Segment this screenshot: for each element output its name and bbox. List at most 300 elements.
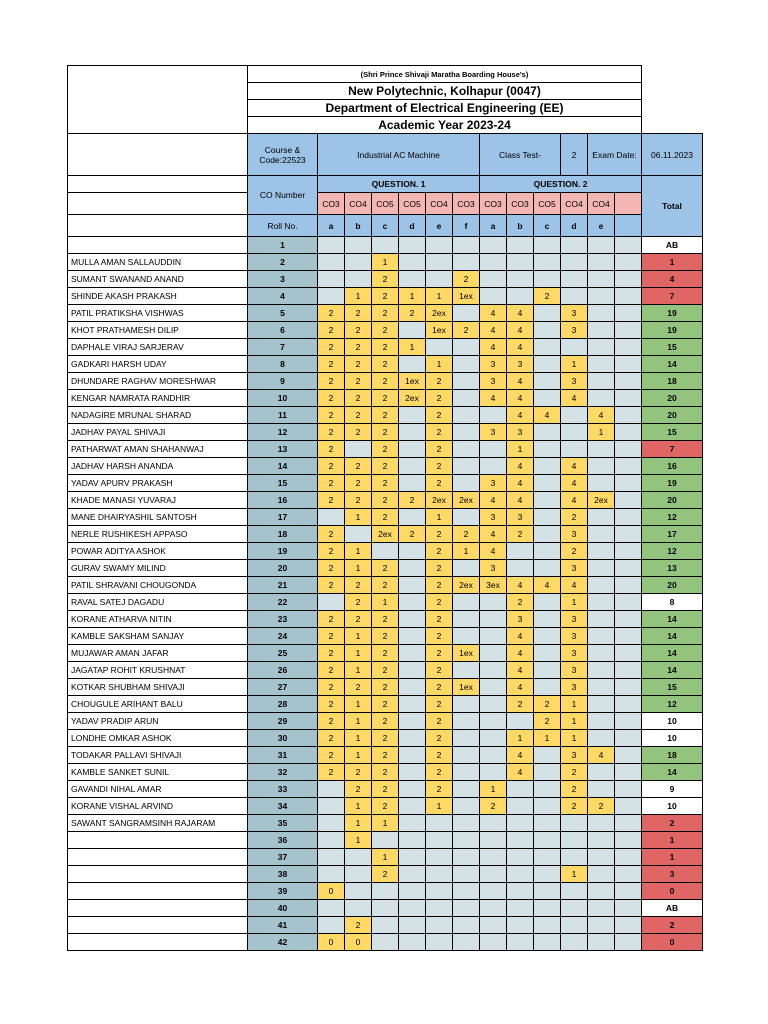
total-cell: 0	[642, 883, 703, 900]
mark-cell: 2	[426, 458, 453, 475]
total-cell: 2	[642, 917, 703, 934]
student-row	[68, 254, 703, 271]
student-row	[68, 662, 703, 679]
mark-cell: 4	[507, 390, 534, 407]
mark-cell: 1	[480, 781, 507, 798]
mark-cell	[615, 730, 642, 747]
mark-cell	[318, 288, 345, 305]
total-cell: 16	[642, 458, 703, 475]
mark-cell	[399, 271, 426, 288]
mark-cell	[507, 832, 534, 849]
mark-cell	[399, 730, 426, 747]
mark-cell	[507, 917, 534, 934]
mark-cell	[453, 815, 480, 832]
student-row	[68, 271, 703, 288]
roll-number: 12	[248, 424, 318, 441]
student-name: PATIL SHRAVANI CHOUGONDA	[68, 577, 248, 594]
mark-cell: 4	[507, 458, 534, 475]
mark-cell	[615, 237, 642, 254]
mark-cell	[426, 237, 453, 254]
mark-cell: 1	[561, 696, 588, 713]
co-label: CO4	[426, 193, 453, 215]
mark-cell: 4	[561, 492, 588, 509]
mark-cell: 2	[345, 390, 372, 407]
mark-cell	[588, 305, 615, 322]
part-label: f	[453, 215, 480, 237]
student-name: DAPHALE VIRAJ SARJERAV	[68, 339, 248, 356]
mark-cell	[372, 832, 399, 849]
student-row	[68, 883, 703, 900]
mark-cell	[399, 560, 426, 577]
mark-cell: 2	[318, 696, 345, 713]
mark-cell: 2	[534, 696, 561, 713]
total-cell: 14	[642, 611, 703, 628]
mark-cell: 4	[507, 373, 534, 390]
mark-cell	[453, 594, 480, 611]
mark-cell	[588, 356, 615, 373]
mark-cell	[399, 934, 426, 951]
mark-cell	[453, 883, 480, 900]
student-row	[68, 832, 703, 849]
mark-cell: 2	[372, 866, 399, 883]
mark-cell	[453, 390, 480, 407]
student-name	[68, 917, 248, 934]
mark-cell	[534, 475, 561, 492]
mark-cell	[372, 237, 399, 254]
mark-cell: 2	[426, 390, 453, 407]
total-cell: 1	[642, 254, 703, 271]
mark-cell	[507, 560, 534, 577]
mark-cell	[561, 815, 588, 832]
mark-cell	[480, 696, 507, 713]
mark-cell: 4	[507, 628, 534, 645]
mark-cell: 4	[507, 305, 534, 322]
student-name: SHINDE AKASH PRAKASH	[68, 288, 248, 305]
mark-cell	[318, 254, 345, 271]
mark-cell	[588, 441, 615, 458]
student-row	[68, 526, 703, 543]
roll-number: 26	[248, 662, 318, 679]
total-cell: 1	[642, 849, 703, 866]
total-cell: 8	[642, 594, 703, 611]
mark-cell: 1	[345, 815, 372, 832]
mark-cell	[615, 662, 642, 679]
student-row	[68, 900, 703, 917]
mark-cell: 1ex	[453, 679, 480, 696]
mark-cell	[453, 509, 480, 526]
mark-cell: 2	[372, 373, 399, 390]
mark-cell: 2	[372, 288, 399, 305]
mark-cell: 4	[561, 458, 588, 475]
mark-cell: 4	[507, 322, 534, 339]
total-cell: 14	[642, 628, 703, 645]
mark-cell: 2	[480, 798, 507, 815]
mark-cell	[507, 237, 534, 254]
mark-cell: 3	[480, 509, 507, 526]
mark-cell	[453, 339, 480, 356]
roll-number: 24	[248, 628, 318, 645]
roll-number: 5	[248, 305, 318, 322]
mark-cell	[615, 900, 642, 917]
total-cell: 12	[642, 696, 703, 713]
mark-cell: 4	[480, 526, 507, 543]
mark-cell: 2	[426, 560, 453, 577]
student-row	[68, 764, 703, 781]
mark-cell	[318, 900, 345, 917]
mark-cell	[453, 781, 480, 798]
mark-cell	[588, 509, 615, 526]
mark-cell: 4	[480, 339, 507, 356]
mark-cell	[345, 883, 372, 900]
total-cell: 20	[642, 390, 703, 407]
mark-cell	[372, 543, 399, 560]
mark-cell: 2	[345, 611, 372, 628]
mark-cell	[615, 390, 642, 407]
mark-cell: 2	[399, 526, 426, 543]
mark-cell	[372, 883, 399, 900]
mark-cell	[534, 560, 561, 577]
mark-cell: 2	[345, 407, 372, 424]
mark-cell	[615, 424, 642, 441]
mark-cell: 4	[561, 577, 588, 594]
mark-cell	[399, 322, 426, 339]
academic-year: Academic Year 2023-24	[248, 117, 642, 134]
sheet-body	[68, 66, 703, 951]
mark-cell	[588, 679, 615, 696]
mark-cell: 2	[372, 764, 399, 781]
mark-cell: 2	[399, 305, 426, 322]
mark-cell	[534, 781, 561, 798]
mark-cell: 1	[345, 543, 372, 560]
mark-cell	[453, 900, 480, 917]
co-label: CO4	[561, 193, 588, 215]
mark-cell	[399, 713, 426, 730]
mark-cell: 1	[372, 849, 399, 866]
mark-cell	[426, 883, 453, 900]
mark-cell	[588, 322, 615, 339]
mark-cell: 4	[507, 475, 534, 492]
mark-cell: 1	[372, 254, 399, 271]
mark-cell	[534, 305, 561, 322]
mark-cell	[507, 288, 534, 305]
co-label-empty	[615, 193, 642, 215]
mark-cell	[588, 883, 615, 900]
mark-cell	[453, 747, 480, 764]
roll-number: 42	[248, 934, 318, 951]
student-row	[68, 305, 703, 322]
mark-cell: 2	[318, 305, 345, 322]
mark-cell	[534, 543, 561, 560]
mark-cell	[588, 832, 615, 849]
student-name: NERLE RUSHIKESH APPASO	[68, 526, 248, 543]
mark-cell	[453, 628, 480, 645]
mark-cell	[372, 900, 399, 917]
mark-cell	[615, 322, 642, 339]
mark-cell: 2	[507, 526, 534, 543]
blank-name-cell	[68, 176, 248, 193]
mark-cell: 2	[426, 577, 453, 594]
mark-cell	[534, 747, 561, 764]
mark-cell: 2	[561, 798, 588, 815]
mark-cell	[615, 849, 642, 866]
mark-cell: 2	[426, 662, 453, 679]
mark-cell: 0	[345, 934, 372, 951]
mark-cell	[588, 730, 615, 747]
mark-cell	[507, 543, 534, 560]
mark-cell	[561, 883, 588, 900]
mark-cell	[399, 645, 426, 662]
mark-cell	[615, 628, 642, 645]
mark-cell: 1	[345, 798, 372, 815]
mark-cell	[588, 696, 615, 713]
mark-cell: 2	[345, 679, 372, 696]
mark-cell: 2	[318, 560, 345, 577]
mark-cell	[318, 781, 345, 798]
roll-number: 31	[248, 747, 318, 764]
mark-cell	[399, 747, 426, 764]
mark-cell: 1	[507, 730, 534, 747]
mark-cell	[588, 373, 615, 390]
mark-cell: 2	[372, 441, 399, 458]
student-name: GADKARI HARSH UDAY	[68, 356, 248, 373]
mark-cell	[507, 815, 534, 832]
mark-cell	[588, 288, 615, 305]
mark-cell	[615, 679, 642, 696]
mark-cell: 3	[561, 305, 588, 322]
mark-cell	[345, 441, 372, 458]
mark-cell	[534, 271, 561, 288]
student-name	[68, 934, 248, 951]
mark-cell: 4	[480, 390, 507, 407]
student-row	[68, 492, 703, 509]
mark-cell	[534, 764, 561, 781]
mark-cell	[399, 679, 426, 696]
mark-cell	[507, 781, 534, 798]
mark-cell	[588, 560, 615, 577]
mark-cell: 1ex	[453, 288, 480, 305]
co-label: CO3	[453, 193, 480, 215]
mark-cell: 2	[345, 781, 372, 798]
mark-cell: 2	[318, 407, 345, 424]
mark-cell	[534, 492, 561, 509]
mark-cell	[615, 713, 642, 730]
roll-number: 38	[248, 866, 318, 883]
mark-cell	[615, 594, 642, 611]
mark-cell	[345, 254, 372, 271]
blank-name-cell	[68, 215, 248, 237]
test-number: 2	[561, 134, 588, 176]
mark-cell	[399, 866, 426, 883]
mark-cell: 1	[345, 509, 372, 526]
mark-cell	[480, 271, 507, 288]
mark-cell: 2	[426, 424, 453, 441]
mark-cell: 2	[372, 458, 399, 475]
student-name: KHOT PRATHAMESH DILIP	[68, 322, 248, 339]
mark-cell: 3	[561, 679, 588, 696]
mark-cell	[534, 934, 561, 951]
mark-cell	[534, 798, 561, 815]
mark-cell	[480, 832, 507, 849]
mark-cell	[588, 254, 615, 271]
roll-number: 19	[248, 543, 318, 560]
mark-cell	[453, 424, 480, 441]
mark-cell	[399, 509, 426, 526]
mark-cell: 3	[507, 611, 534, 628]
mark-cell	[399, 781, 426, 798]
total-cell: 7	[642, 288, 703, 305]
mark-cell	[534, 645, 561, 662]
mark-cell	[561, 288, 588, 305]
mark-cell	[399, 849, 426, 866]
mark-cell	[345, 271, 372, 288]
mark-cell: 4	[507, 577, 534, 594]
mark-cell: 1	[345, 662, 372, 679]
mark-cell	[318, 917, 345, 934]
mark-cell	[426, 254, 453, 271]
mark-cell: 0	[318, 934, 345, 951]
mark-cell: 2	[372, 628, 399, 645]
mark-cell	[480, 900, 507, 917]
mark-cell: 1	[345, 713, 372, 730]
mark-cell: 2	[372, 713, 399, 730]
co-label: CO4	[345, 193, 372, 215]
mark-cell	[480, 645, 507, 662]
mark-cell: 2	[372, 492, 399, 509]
part-label: e	[426, 215, 453, 237]
mark-cell: 2	[372, 509, 399, 526]
mark-cell: 2	[372, 305, 399, 322]
mark-cell	[399, 407, 426, 424]
student-row	[68, 373, 703, 390]
mark-cell: 2	[372, 424, 399, 441]
student-name	[68, 832, 248, 849]
mark-cell: 3	[507, 356, 534, 373]
mark-cell: 3	[561, 747, 588, 764]
student-row	[68, 509, 703, 526]
mark-cell: 2	[318, 611, 345, 628]
mark-cell	[399, 815, 426, 832]
mark-cell	[615, 356, 642, 373]
mark-cell: 1	[345, 832, 372, 849]
mark-cell: 2	[426, 611, 453, 628]
mark-cell: 2	[426, 747, 453, 764]
mark-cell: 4	[561, 390, 588, 407]
mark-cell: 1ex	[426, 322, 453, 339]
mark-cell: 2	[372, 271, 399, 288]
mark-cell: 1	[534, 730, 561, 747]
mark-cell	[480, 815, 507, 832]
mark-cell	[588, 849, 615, 866]
mark-cell: 2	[453, 526, 480, 543]
mark-cell	[453, 798, 480, 815]
total-cell: 12	[642, 543, 703, 560]
mark-cell	[453, 237, 480, 254]
mark-cell	[318, 866, 345, 883]
mark-cell: 2	[318, 730, 345, 747]
mark-cell: 3	[480, 475, 507, 492]
student-name: SAWANT SANGRAMSINH RAJARAM	[68, 815, 248, 832]
mark-cell	[615, 441, 642, 458]
mark-cell: 2	[345, 322, 372, 339]
mark-cell	[588, 900, 615, 917]
student-name: SUMANT SWANAND ANAND	[68, 271, 248, 288]
mark-cell: 2	[426, 475, 453, 492]
mark-cell	[588, 628, 615, 645]
student-name	[68, 900, 248, 917]
mark-cell	[453, 611, 480, 628]
mark-cell	[534, 849, 561, 866]
mark-cell	[588, 475, 615, 492]
mark-cell: 2	[345, 764, 372, 781]
mark-cell: 0	[318, 883, 345, 900]
mark-cell	[399, 900, 426, 917]
mark-cell	[453, 713, 480, 730]
mark-cell: 1	[345, 560, 372, 577]
mark-cell: 1	[561, 356, 588, 373]
total-cell: 10	[642, 798, 703, 815]
mark-cell: 2	[453, 271, 480, 288]
mark-cell	[615, 492, 642, 509]
mark-cell: 4	[507, 407, 534, 424]
mark-cell	[480, 441, 507, 458]
total-label: Total	[642, 176, 703, 237]
mark-cell	[399, 356, 426, 373]
mark-cell	[561, 900, 588, 917]
mark-cell: 1	[345, 628, 372, 645]
co-number-label: CO Number	[248, 176, 318, 215]
student-row	[68, 917, 703, 934]
mark-cell	[615, 781, 642, 798]
mark-cell: 4	[507, 679, 534, 696]
mark-cell	[453, 730, 480, 747]
mark-cell: 1	[588, 424, 615, 441]
mark-cell: 1	[426, 288, 453, 305]
student-name: DHUNDARE RAGHAV MORESHWAR	[68, 373, 248, 390]
roll-number: 11	[248, 407, 318, 424]
mark-cell: 2	[372, 560, 399, 577]
co-label: CO3	[480, 193, 507, 215]
part-label: b	[345, 215, 372, 237]
total-cell: 19	[642, 305, 703, 322]
student-name: LONDHE OMKAR ASHOK	[68, 730, 248, 747]
mark-cell	[534, 237, 561, 254]
mark-cell: 3	[561, 611, 588, 628]
mark-cell: 4	[507, 645, 534, 662]
total-cell: 0	[642, 934, 703, 951]
total-cell: 14	[642, 645, 703, 662]
institute-subtitle: (Shri Prince Shivaji Maratha Boarding House's)	[248, 66, 642, 83]
mark-cell	[588, 815, 615, 832]
student-row	[68, 798, 703, 815]
course-code-label: Course & Code:22523	[248, 134, 318, 176]
mark-cell	[399, 237, 426, 254]
mark-cell	[588, 781, 615, 798]
mark-cell	[534, 815, 561, 832]
mark-cell	[588, 237, 615, 254]
total-cell: 13	[642, 560, 703, 577]
total-cell: 10	[642, 730, 703, 747]
mark-cell	[588, 764, 615, 781]
mark-cell	[561, 254, 588, 271]
mark-cell: 2	[372, 645, 399, 662]
part-label: c	[534, 215, 561, 237]
student-row	[68, 628, 703, 645]
mark-cell: 1	[453, 543, 480, 560]
total-cell: 9	[642, 781, 703, 798]
roll-number: 30	[248, 730, 318, 747]
mark-cell	[588, 594, 615, 611]
mark-cell	[561, 407, 588, 424]
